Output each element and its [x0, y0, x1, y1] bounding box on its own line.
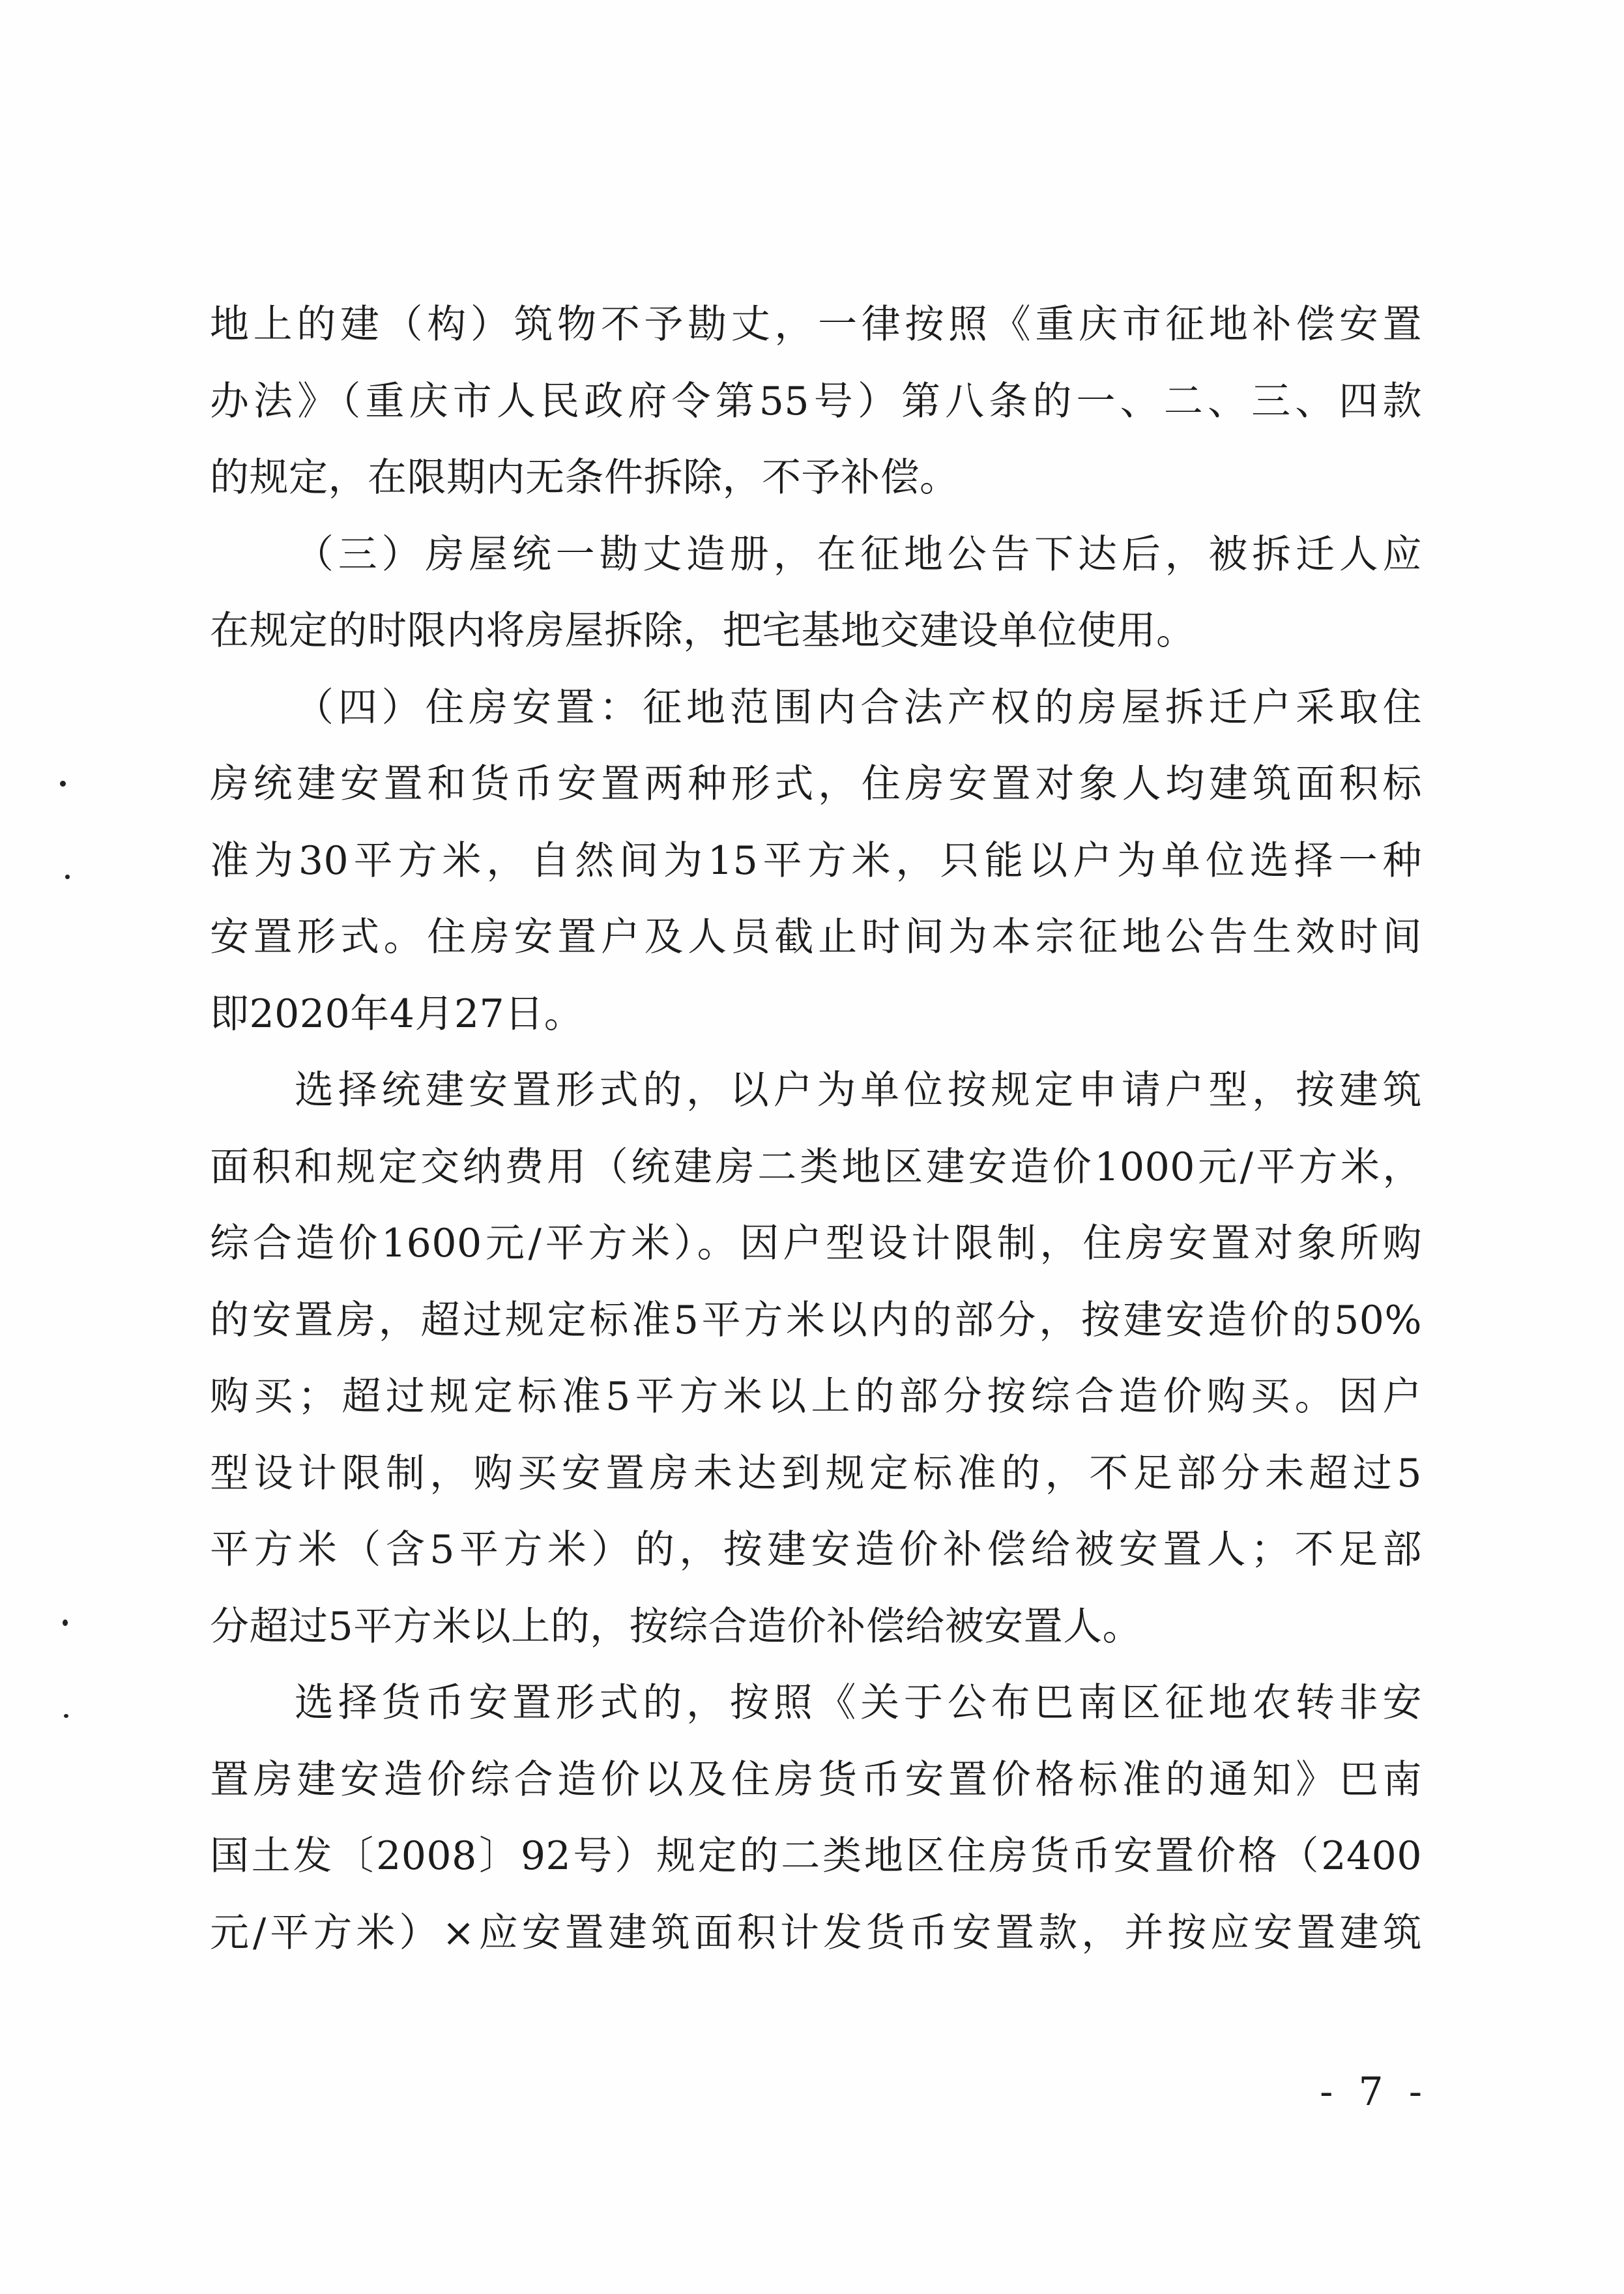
text-line: 平方米（含5平方米）的，按建安造价补偿给被安置人；不足部: [210, 1527, 1422, 1573]
text-line: 型设计限制，购买安置房未达到规定标准的，不足部分未超过5: [210, 1450, 1422, 1496]
binding-hole-mark: [65, 875, 70, 879]
text-line: 元/平方米）×应安置建筑面积计发货币安置款，并按应安置建筑: [210, 1909, 1422, 1956]
text-line: 综合造价1600元/平方米）。因户型设计限制，住房安置对象所购: [210, 1221, 1422, 1266]
text-line: （四）住房安置：征地范围内合法产权的房屋拆迁户采取住: [295, 684, 1422, 731]
text-line: 安置形式。住房安置户及人员截止时间为本宗征地公告生效时间: [210, 914, 1422, 960]
text-line: （三）房屋统一勘丈造册，在征地公告下达后，被拆迁人应: [295, 531, 1422, 577]
text-line: 办法》（重庆市人民政府令第55号）第八条的一、二、三、四款: [210, 378, 1422, 424]
binding-hole-mark: [63, 1619, 68, 1626]
text-line: 即2020年4月27日。: [210, 991, 584, 1037]
text-line: 国土发〔2008〕92号）规定的二类地区住房货币安置价格（2400: [210, 1833, 1422, 1879]
text-line: 的安置房，超过规定标准5平方米以内的部分，按建安造价的50%: [210, 1297, 1422, 1343]
text-line: 在规定的时限内将房屋拆除，把宅基地交建设单位使用。: [210, 608, 1196, 654]
text-line: 购买；超过规定标准5平方米以上的部分按综合造价购买。因户: [210, 1374, 1422, 1419]
binding-hole-mark: [60, 781, 66, 787]
text-line: 准为30平方米，自然间为15平方米，只能以户为单位选择一种: [210, 837, 1422, 884]
page-number: - 7 -: [1320, 2069, 1428, 2115]
text-line: 置房建安造价综合造价以及住房货币安置价格标准的通知》巴南: [210, 1756, 1422, 1803]
text-line: 选择货币安置形式的，按照《关于公布巴南区征地农转非安: [295, 1680, 1422, 1726]
text-line: 地上的建（构）筑物不予勘丈，一律按照《重庆市征地补偿安置: [210, 302, 1422, 347]
text-line: 的规定，在限期内无条件拆除，不予补偿。: [210, 455, 959, 501]
text-line: 房统建安置和货币安置两种形式，住房安置对象人均建筑面积标: [210, 761, 1422, 807]
text-line: 选择统建安置形式的，以户为单位按规定申请户型，按建筑: [295, 1067, 1422, 1113]
text-line: 分超过5平方米以上的，按综合造价补偿给被安置人。: [210, 1603, 1142, 1649]
body-text: [210, 287, 1422, 1971]
text-line: 面积和规定交纳费用（统建房二类地区建安造价1000元/平方米，: [210, 1144, 1422, 1190]
binding-hole-mark: [64, 1714, 68, 1718]
